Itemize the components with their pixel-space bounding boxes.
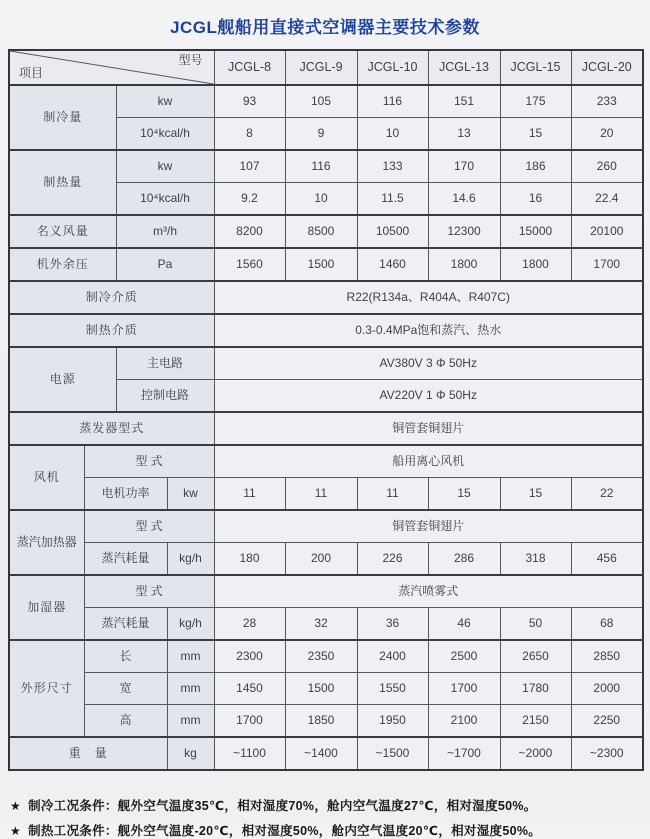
- sub-label: 蒸汽耗量: [84, 543, 167, 576]
- value-cell: 1780: [500, 673, 571, 705]
- star-icon: ★: [10, 799, 22, 813]
- value-cell: 15: [500, 118, 571, 151]
- unit-cell: m³/h: [116, 215, 214, 248]
- sub-label: 长: [84, 640, 167, 673]
- value-cell: 22: [571, 478, 643, 511]
- value-cell: 1560: [214, 248, 285, 281]
- sub-label: 高: [84, 705, 167, 738]
- value-cell: 2000: [571, 673, 643, 705]
- value-cell: 105: [285, 85, 357, 118]
- value-cell: 16: [500, 183, 571, 216]
- footnote-text: 制冷工况条件：舰外空气温度35℃，相对湿度70%，舱内空气温度27℃，相对湿度50%。: [28, 799, 537, 813]
- value-cell: 36: [357, 608, 428, 641]
- value-cell-wide: 铜管套铜翅片: [214, 412, 643, 445]
- unit-cell: 10⁴kcal/h: [116, 118, 214, 151]
- row-label: 制热量: [9, 150, 116, 215]
- corner-cell-content: [10, 51, 214, 84]
- corner-cell: [9, 50, 214, 85]
- row-label: 加湿器: [9, 575, 84, 640]
- unit-cell: kg: [167, 737, 214, 770]
- row-cooling-kw: [9, 85, 643, 118]
- value-cell: 116: [357, 85, 428, 118]
- value-cell: 93: [214, 85, 285, 118]
- footnotes: [10, 796, 650, 839]
- corner-item-label: 项目: [19, 66, 44, 81]
- model-header: JCGL-13: [428, 50, 500, 85]
- value-cell: 318: [500, 543, 571, 576]
- row-power-main: [9, 347, 643, 380]
- value-cell: 46: [428, 608, 500, 641]
- row-label: 重 量: [9, 737, 167, 770]
- value-cell: 2150: [500, 705, 571, 738]
- value-cell: 11: [357, 478, 428, 511]
- value-cell: 1700: [428, 673, 500, 705]
- row-label: 制冷介质: [9, 281, 214, 314]
- value-cell: 68: [571, 608, 643, 641]
- value-cell: 2100: [428, 705, 500, 738]
- footnote-cooling-conditions: [10, 796, 650, 814]
- value-cell: 14.6: [428, 183, 500, 216]
- unit-cell: mm: [167, 673, 214, 705]
- value-cell: 170: [428, 150, 500, 183]
- value-cell: 180: [214, 543, 285, 576]
- value-cell: 9.2: [214, 183, 285, 216]
- value-cell-wide: R22(R134a、R404A、R407C): [214, 281, 643, 314]
- sub-label: 型 式: [84, 575, 214, 608]
- value-cell: 1700: [571, 248, 643, 281]
- value-cell: ~1400: [285, 737, 357, 770]
- footnote-text: 制热工况条件：舰外空气温度-20℃，相对湿度50%，舱内空气温度20℃，相对湿度50%。: [28, 824, 542, 838]
- row-steam-heater-type: [9, 510, 643, 543]
- unit-cell: kw: [116, 150, 214, 183]
- unit-cell: 10⁴kcal/h: [116, 183, 214, 216]
- value-cell: 10: [285, 183, 357, 216]
- value-cell: 1550: [357, 673, 428, 705]
- value-cell: 133: [357, 150, 428, 183]
- value-cell: 20: [571, 118, 643, 151]
- row-label: 蒸发器型式: [9, 412, 214, 445]
- row-fan-type: [9, 445, 643, 478]
- value-cell: 2850: [571, 640, 643, 673]
- value-cell: 2650: [500, 640, 571, 673]
- unit-cell: kg/h: [167, 543, 214, 576]
- sub-label: 主电路: [116, 347, 214, 380]
- spec-table: [8, 49, 644, 771]
- value-cell: 456: [571, 543, 643, 576]
- value-cell: 2500: [428, 640, 500, 673]
- sub-label: 控制电路: [116, 380, 214, 413]
- value-cell: 15: [500, 478, 571, 511]
- value-cell: 1700: [214, 705, 285, 738]
- row-heat-medium: [9, 314, 643, 347]
- unit-cell: mm: [167, 705, 214, 738]
- row-steam-heater-consumption: [9, 543, 643, 576]
- value-cell: 286: [428, 543, 500, 576]
- value-cell: 10500: [357, 215, 428, 248]
- value-cell: 28: [214, 608, 285, 641]
- value-cell: 20100: [571, 215, 643, 248]
- model-header: JCGL-8: [214, 50, 285, 85]
- sub-label: 电机功率: [84, 478, 167, 511]
- value-cell: 50: [500, 608, 571, 641]
- row-label: 外形尺寸: [9, 640, 84, 737]
- row-label: 制冷量: [9, 85, 116, 150]
- page-title: JCGL舰船用直接式空调器主要技术参数: [170, 18, 480, 37]
- value-cell-wide: AV380V 3 Φ 50Hz: [214, 347, 643, 380]
- value-cell: 32: [285, 608, 357, 641]
- row-dim-length: [9, 640, 643, 673]
- value-cell-wide: 铜管套铜翅片: [214, 510, 643, 543]
- row-airflow: [9, 215, 643, 248]
- value-cell: 12300: [428, 215, 500, 248]
- value-cell: 13: [428, 118, 500, 151]
- value-cell: 9: [285, 118, 357, 151]
- value-cell: 175: [500, 85, 571, 118]
- value-cell: 8500: [285, 215, 357, 248]
- value-cell: ~2300: [571, 737, 643, 770]
- unit-cell: kw: [116, 85, 214, 118]
- row-label: 风机: [9, 445, 84, 510]
- row-label: 名义风量: [9, 215, 116, 248]
- value-cell: 1460: [357, 248, 428, 281]
- value-cell: ~1100: [214, 737, 285, 770]
- row-humidifier-type: [9, 575, 643, 608]
- value-cell: 186: [500, 150, 571, 183]
- value-cell: 1800: [500, 248, 571, 281]
- value-cell: 107: [214, 150, 285, 183]
- row-evaporator: [9, 412, 643, 445]
- value-cell: 15: [428, 478, 500, 511]
- star-icon: ★: [10, 824, 22, 838]
- corner-model-label: 型号: [178, 53, 203, 67]
- value-cell: 200: [285, 543, 357, 576]
- unit-cell: Pa: [116, 248, 214, 281]
- model-header: JCGL-15: [500, 50, 571, 85]
- value-cell: 1950: [357, 705, 428, 738]
- value-cell: 116: [285, 150, 357, 183]
- value-cell: 8: [214, 118, 285, 151]
- sub-label: 型 式: [84, 510, 214, 543]
- value-cell: 11: [285, 478, 357, 511]
- value-cell: 260: [571, 150, 643, 183]
- sub-label: 宽: [84, 673, 167, 705]
- row-refrigerant: [9, 281, 643, 314]
- row-label: 机外余压: [9, 248, 116, 281]
- value-cell: 1850: [285, 705, 357, 738]
- model-header: JCGL-10: [357, 50, 428, 85]
- model-header: JCGL-9: [285, 50, 357, 85]
- value-cell: 22.4: [571, 183, 643, 216]
- value-cell: 11.5: [357, 183, 428, 216]
- value-cell: 233: [571, 85, 643, 118]
- row-heating-kw: [9, 150, 643, 183]
- value-cell: 2300: [214, 640, 285, 673]
- row-ext-pressure: [9, 248, 643, 281]
- value-cell: 10: [357, 118, 428, 151]
- value-cell-wide: 0.3-0.4MPa饱和蒸汽、热水: [214, 314, 643, 347]
- value-cell: 2350: [285, 640, 357, 673]
- header-row: [9, 50, 643, 85]
- value-cell: 1800: [428, 248, 500, 281]
- value-cell: 11: [214, 478, 285, 511]
- value-cell: 1450: [214, 673, 285, 705]
- value-cell: 2400: [357, 640, 428, 673]
- unit-cell: kw: [167, 478, 214, 511]
- row-label: 蒸汽加热器: [9, 510, 84, 575]
- value-cell: ~1700: [428, 737, 500, 770]
- unit-cell: kg/h: [167, 608, 214, 641]
- row-label: 制热介质: [9, 314, 214, 347]
- value-cell: 15000: [500, 215, 571, 248]
- value-cell: 226: [357, 543, 428, 576]
- value-cell: 2250: [571, 705, 643, 738]
- value-cell: ~2000: [500, 737, 571, 770]
- footnote-heating-conditions: [10, 821, 650, 839]
- row-label: 电源: [9, 347, 116, 412]
- sub-label: 蒸汽耗量: [84, 608, 167, 641]
- row-dim-height: [9, 705, 643, 738]
- value-cell-wide: 蒸汽喷雾式: [214, 575, 643, 608]
- unit-cell: mm: [167, 640, 214, 673]
- value-cell: ~1500: [357, 737, 428, 770]
- value-cell: 8200: [214, 215, 285, 248]
- model-header: JCGL-20: [571, 50, 643, 85]
- row-dim-width: [9, 673, 643, 705]
- row-weight: [9, 737, 643, 770]
- sub-label: 型 式: [84, 445, 214, 478]
- value-cell-wide: AV220V 1 Φ 50Hz: [214, 380, 643, 413]
- row-fan-power: [9, 478, 643, 511]
- value-cell: 1500: [285, 673, 357, 705]
- value-cell: 1500: [285, 248, 357, 281]
- value-cell-wide: 船用离心风机: [214, 445, 643, 478]
- row-humidifier-consumption: [9, 608, 643, 641]
- value-cell: 151: [428, 85, 500, 118]
